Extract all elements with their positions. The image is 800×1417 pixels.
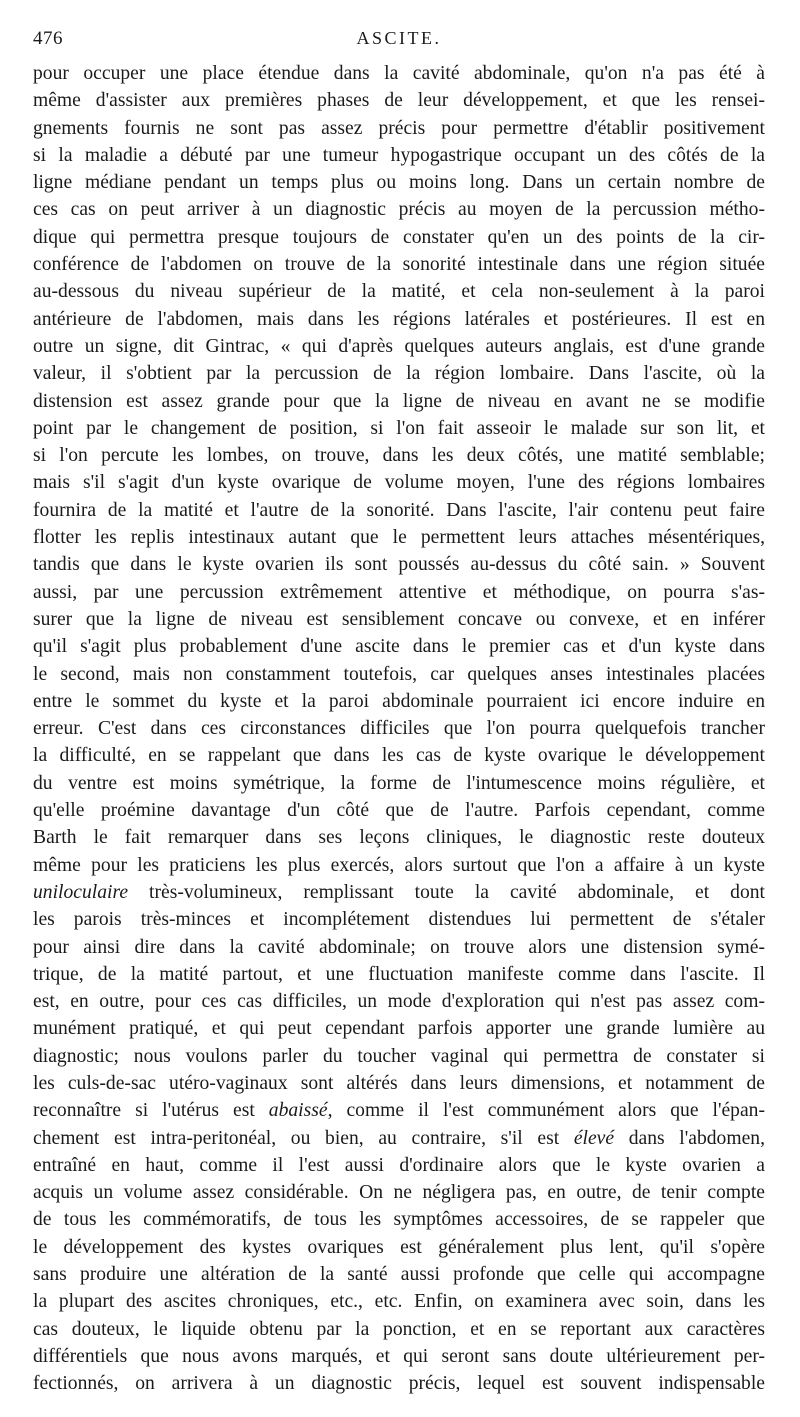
text-line [33,661,765,688]
text-segment: même d'assister aux premières phases de leur développement, et que les rensei- [33,90,765,112]
text-line [33,934,765,961]
text-segment: pour ainsi dire dans la cavité abdominale; on trouve alors une distension symé- [33,936,765,958]
text-segment: antérieure de l'abdomen, mais dans les régions latérales et postérieures. Il est en [33,308,765,330]
text-line [33,1043,765,1070]
text-segment: au-dessous du niveau supérieur de la matité, et cela non-seulement à la paroi [33,281,765,303]
text-line [33,906,765,933]
text-segment: la difficulté, en se rappelant que dans les cas de kyste ovarique le développement [33,745,765,767]
page-number: 476 [33,28,63,49]
text-line [33,497,765,524]
text-segment: qu'il s'agit plus probablement d'une ascite dans le premier cas et d'un kyste dans [33,636,765,658]
text-line [33,824,765,851]
text-segment: valeur, il s'obtient par la percussion de la région lombaire. Dans l'ascite, où la [33,363,765,385]
text-segment: même pour les praticiens les plus exercés, alors surtout que l'on a affaire à un kyste [33,854,765,876]
text-line [33,797,765,824]
text-line [33,961,765,988]
text-segment: chement est intra-peritonéal, ou bien, au contraire, s'il est [33,1127,574,1149]
text-segment: très-volumineux, remplissant toute la cavité abdominale, et dont [128,881,765,903]
text-segment: acquis un volume assez considérable. On ne négligera pas, en outre, de tenir compte [33,1182,765,1204]
text-segment: surer que la ligne de niveau est sensiblement concave ou convexe, et en inférer [33,608,765,630]
text-line [33,1097,765,1124]
text-segment: point par le changement de position, si l'on fait asseoir le malade sur son lit, et [33,417,765,439]
text-line [33,1288,765,1315]
text-segment: mais s'il s'agit d'un kyste ovarique de volume moyen, l'une des régions lombaires [33,472,765,494]
text-segment: différentiels que nous avons marqués, et qui seront sans doute ultérieurement per- [33,1345,765,1367]
text-line [33,988,765,1015]
text-segment: si l'on percute les lombes, on trouve, dans les deux côtés, une matité semblable; [33,445,765,467]
text-segment: de tous les commémoratifs, de tous les symptômes accessoires, de se rappeler que [33,1209,765,1231]
text-line [33,551,765,578]
text-line [33,196,765,223]
text-line [33,1070,765,1097]
text-segment: dans l'abdomen, [614,1127,765,1149]
text-segment: ligne médiane pendant un temps plus ou moins long. Dans un certain nombre de [33,172,765,194]
text-line [33,278,765,305]
text-segment: cas douteux, le liquide obtenu par la ponction, et en se reportant aux caractères [33,1318,765,1340]
text-line [33,524,765,551]
text-segment: distension est assez grande pour que la ligne de niveau en avant ne se modifie [33,390,765,412]
text-line [33,60,765,87]
text-line [33,142,765,169]
text-segment: sans produire une altération de la santé aussi profonde que celle qui accompagne [33,1264,765,1286]
text-segment: les parois très-minces et incomplétement distendues lui permettent de s'étaler [33,909,765,931]
text-segment: si la maladie a débuté par une tumeur hypogastrique occupant un des côtés de la [33,144,765,166]
text-line [33,852,765,879]
text-line [33,306,765,333]
text-segment: diagnostic; nous voulons parler du toucher vaginal qui permettra de constater si [33,1045,765,1067]
text-segment: le développement des kystes ovariques est généralement plus lent, qu'il s'opère [33,1236,765,1258]
text-segment: Barth le fait remarquer dans ses leçons cliniques, le diagnostic reste douteux [33,827,765,849]
text-line [33,1316,765,1343]
text-segment: fournira de la matité et l'autre de la sonorité. Dans l'ascite, l'air contenu peut faire [33,499,765,521]
text-line [33,1206,765,1233]
text-line [33,224,765,251]
text-line [33,1179,765,1206]
text-line [33,87,765,114]
text-segment: flotter les replis intestinaux autant que le permettent leurs attaches mésentériques, [33,527,765,549]
italic-text: abaissé [268,1100,328,1122]
text-line [33,442,765,469]
text-segment: tandis que dans le kyste ovarien ils sont poussés au-dessus du côté sain. » Souvent [33,554,765,576]
text-line [33,1015,765,1042]
text-line [33,1125,765,1152]
text-segment: erreur. C'est dans ces circonstances difficiles que l'on pourra quelquefois trancher [33,718,765,740]
body-text [33,60,765,1398]
text-line [33,879,765,906]
italic-text: uniloculaire [33,881,129,903]
text-segment: conférence de l'abdomen on trouve de la sonorité intestinale dans une région située [33,254,765,276]
text-line [33,715,765,742]
text-segment: munément pratiqué, et qui peut cependant parfois apporter une grande lumière au [33,1018,765,1040]
text-line [33,1370,765,1397]
text-line [33,415,765,442]
text-segment: les culs-de-sac utéro-vaginaux sont altérés dans leurs dimensions, et notamment de [33,1072,765,1094]
text-segment: entre le sommet du kyste et la paroi abdominale pourraient ici encore induire en [33,690,765,712]
text-line [33,579,765,606]
text-segment: qu'elle proémine davantage d'un côté que de l'autre. Parfois cependant, comme [33,800,765,822]
text-line [33,388,765,415]
text-line [33,469,765,496]
text-line [33,1234,765,1261]
text-line [33,688,765,715]
text-segment: ces cas on peut arriver à un diagnostic précis au moyen de la percussion métho- [33,199,765,221]
text-segment: gnements fournis ne sont pas assez précis pour permettre d'établir positivement [33,117,765,139]
text-segment: du ventre est moins symétrique, la forme de l'intumescence moins régulière, et [33,772,765,794]
text-line [33,770,765,797]
text-segment: est, en outre, pour ces cas difficiles, un mode d'exploration qui n'est pas assez com- [33,991,765,1013]
text-line [33,1261,765,1288]
text-line [33,606,765,633]
text-segment: trique, de la matité partout, et une fluctuation manifeste comme dans l'ascite. Il [33,963,765,985]
page-header [33,22,765,60]
text-line [33,1152,765,1179]
text-segment: outre un signe, dit Gintrac, « qui d'après quelques auteurs anglais, est d'une grande [33,335,765,357]
text-line [33,633,765,660]
text-line [33,333,765,360]
text-segment: le second, mais non constamment toutefois, car quelques anses intestinales placées [33,663,765,685]
text-segment: dique qui permettra presque toujours de constater qu'en un des points de la cir- [33,226,765,248]
running-title: ASCITE. [356,28,442,48]
book-page [33,22,765,1398]
text-segment: pour occuper une place étendue dans la cavité abdominale, qu'on n'a pas été à [33,63,765,84]
text-segment: entraîné en haut, comme il l'est aussi d'ordinaire alors que le kyste ovarien a [33,1154,765,1176]
italic-text: élevé [573,1127,615,1149]
text-line [33,360,765,387]
text-segment: reconnaître si l'utérus est [33,1100,269,1122]
text-line [33,115,765,142]
text-line [33,169,765,196]
text-segment: aussi, par une percussion extrêmement attentive et méthodique, on pourra s'as- [33,581,765,603]
text-segment: , comme il l'est communément alors que l'épan- [327,1100,765,1122]
text-line [33,1343,765,1370]
text-segment: la plupart des ascites chroniques, etc., etc. Enfin, on examinera avec soin, dans les [33,1291,765,1313]
text-line [33,742,765,769]
text-segment: fectionnés, on arrivera à un diagnostic précis, lequel est souvent indispensable [33,1373,765,1395]
text-line [33,251,765,278]
